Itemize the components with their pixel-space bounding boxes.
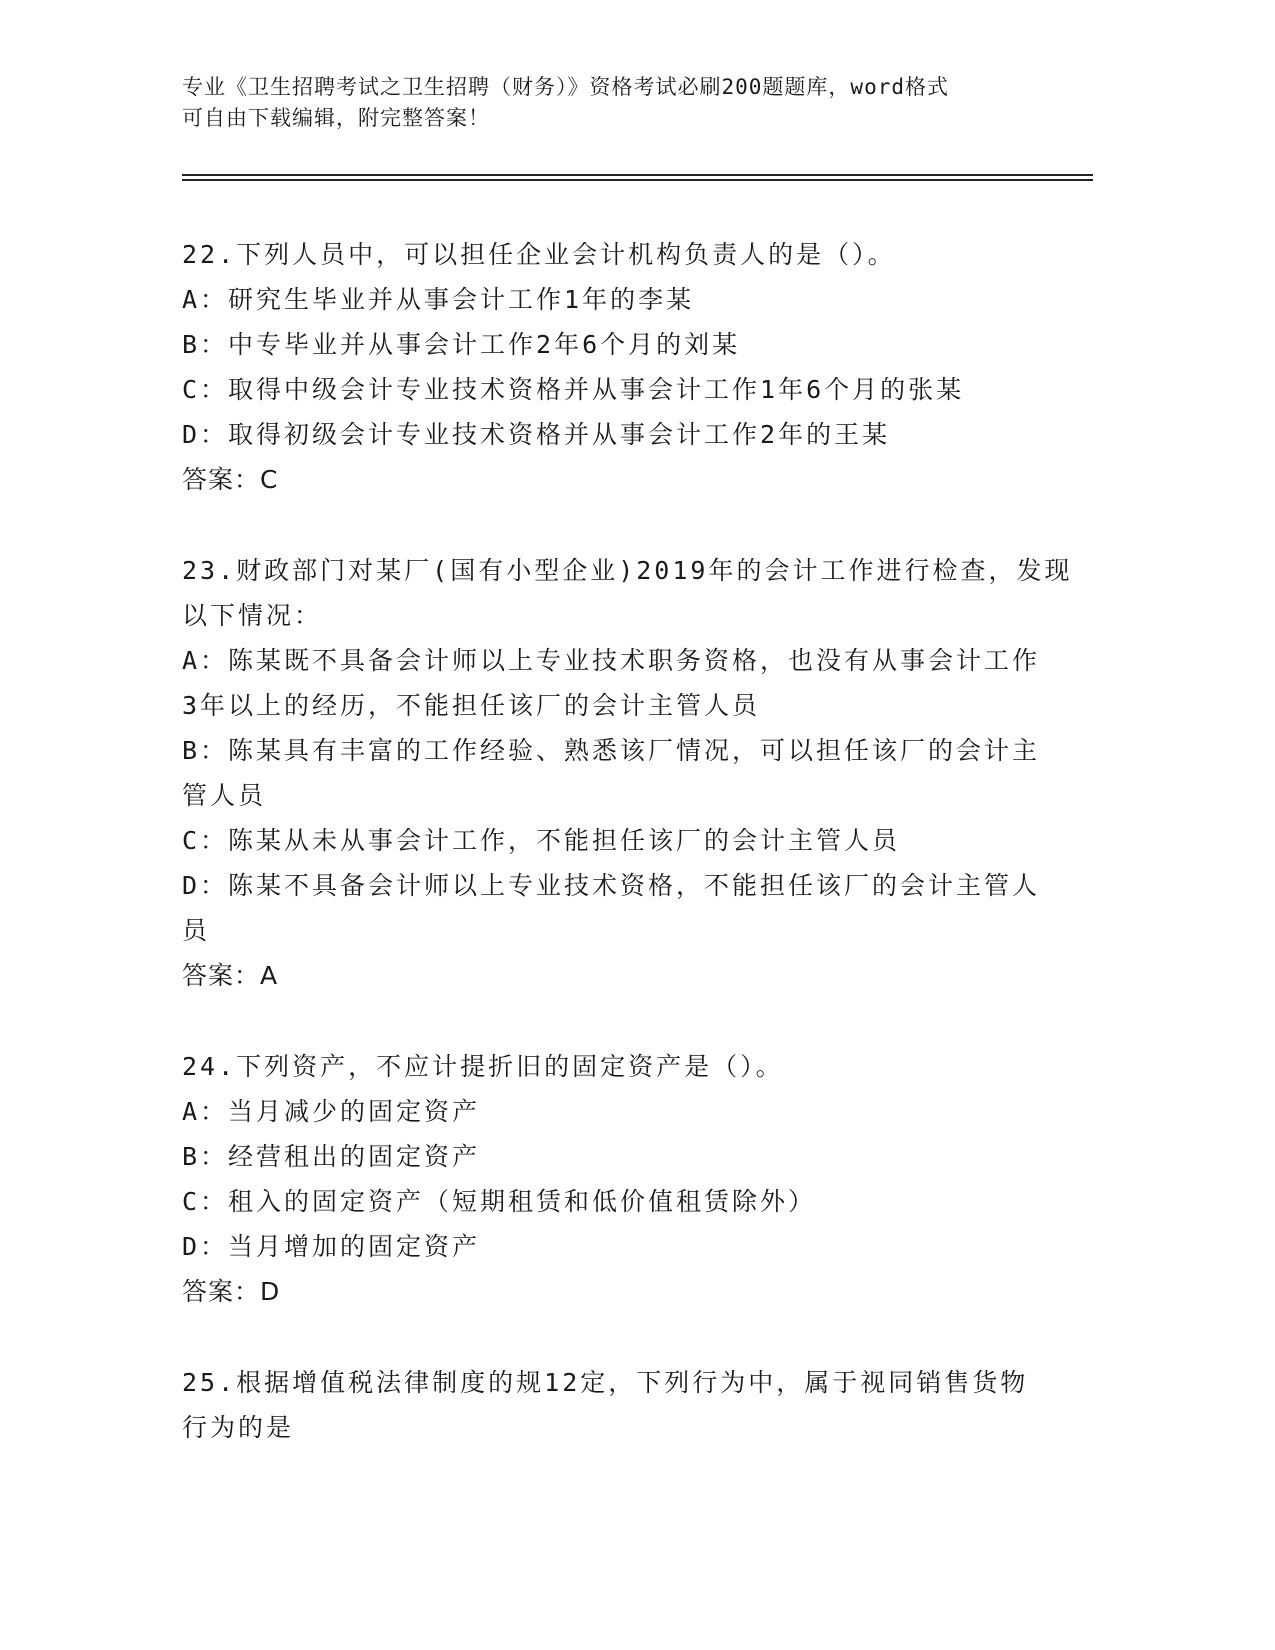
option-d-line-1: D：陈某不具备会计师以上专业技术资格，不能担任该厂的会计主管人 [182,871,1041,900]
option-c: C：租入的固定资产（短期租赁和低价值租赁除外） [182,1187,817,1216]
question-stem-line-1: 23.财政部门对某厂(国有小型企业)2019年的会计工作进行检查，发现 [182,556,1073,585]
answer-label: 答案：C [182,465,279,494]
question-stem-line-1: 25.根据增值税法律制度的规12定，下列行为中，属于视同销售货物 [182,1368,1029,1397]
question-24 [182,1044,1082,1314]
document-header [182,72,1062,134]
option-b: B：中专毕业并从事会计工作2年6个月的刘某 [182,330,741,359]
option-b-line-2: 管人员 [182,781,267,810]
answer-label: 答案：D [182,1277,281,1306]
question-list [182,232,1082,1496]
option-a: A：当月减少的固定资产 [182,1097,481,1126]
option-b-line-1: B：陈某具有丰富的工作经验、熟悉该厂情况，可以担任该厂的会计主 [182,736,1041,765]
option-c: C：取得中级会计专业技术资格并从事会计工作1年6个月的张某 [182,375,965,404]
option-d-line-2: 员 [182,916,211,945]
question-25 [182,1360,1082,1450]
header-divider-bottom [182,179,1093,181]
header-line-2: 可自由下载编辑，附完整答案！ [182,106,490,130]
header-line-1: 专业《卫生招聘考试之卫生招聘（财务）》资格考试必刷200题题库，word格式 [182,75,949,99]
answer-label: 答案：A [182,961,279,990]
question-stem-line-2: 以下情况： [182,601,323,630]
question-stem: 24.下列资产，不应计提折旧的固定资产是（）。 [182,1052,784,1081]
question-23 [182,548,1082,998]
header-divider-top [182,174,1093,176]
option-a-line-1: A：陈某既不具备会计师以上专业技术职务资格，也没有从事会计工作 [182,646,1041,675]
question-stem-line-2: 行为的是 [182,1413,295,1442]
option-b: B：经营租出的固定资产 [182,1142,481,1171]
option-a-line-2: 3年以上的经历，不能担任该厂的会计主管人员 [182,691,761,720]
option-d: D：当月增加的固定资产 [182,1232,481,1261]
option-a: A：研究生毕业并从事会计工作1年的李某 [182,285,695,314]
question-stem: 22.下列人员中，可以担任企业会计机构负责人的是（）。 [182,240,896,269]
option-c: C：陈某从未从事会计工作，不能担任该厂的会计主管人员 [182,826,901,855]
option-d: D：取得初级会计专业技术资格并从事会计工作2年的王某 [182,420,891,449]
question-22 [182,232,1082,502]
